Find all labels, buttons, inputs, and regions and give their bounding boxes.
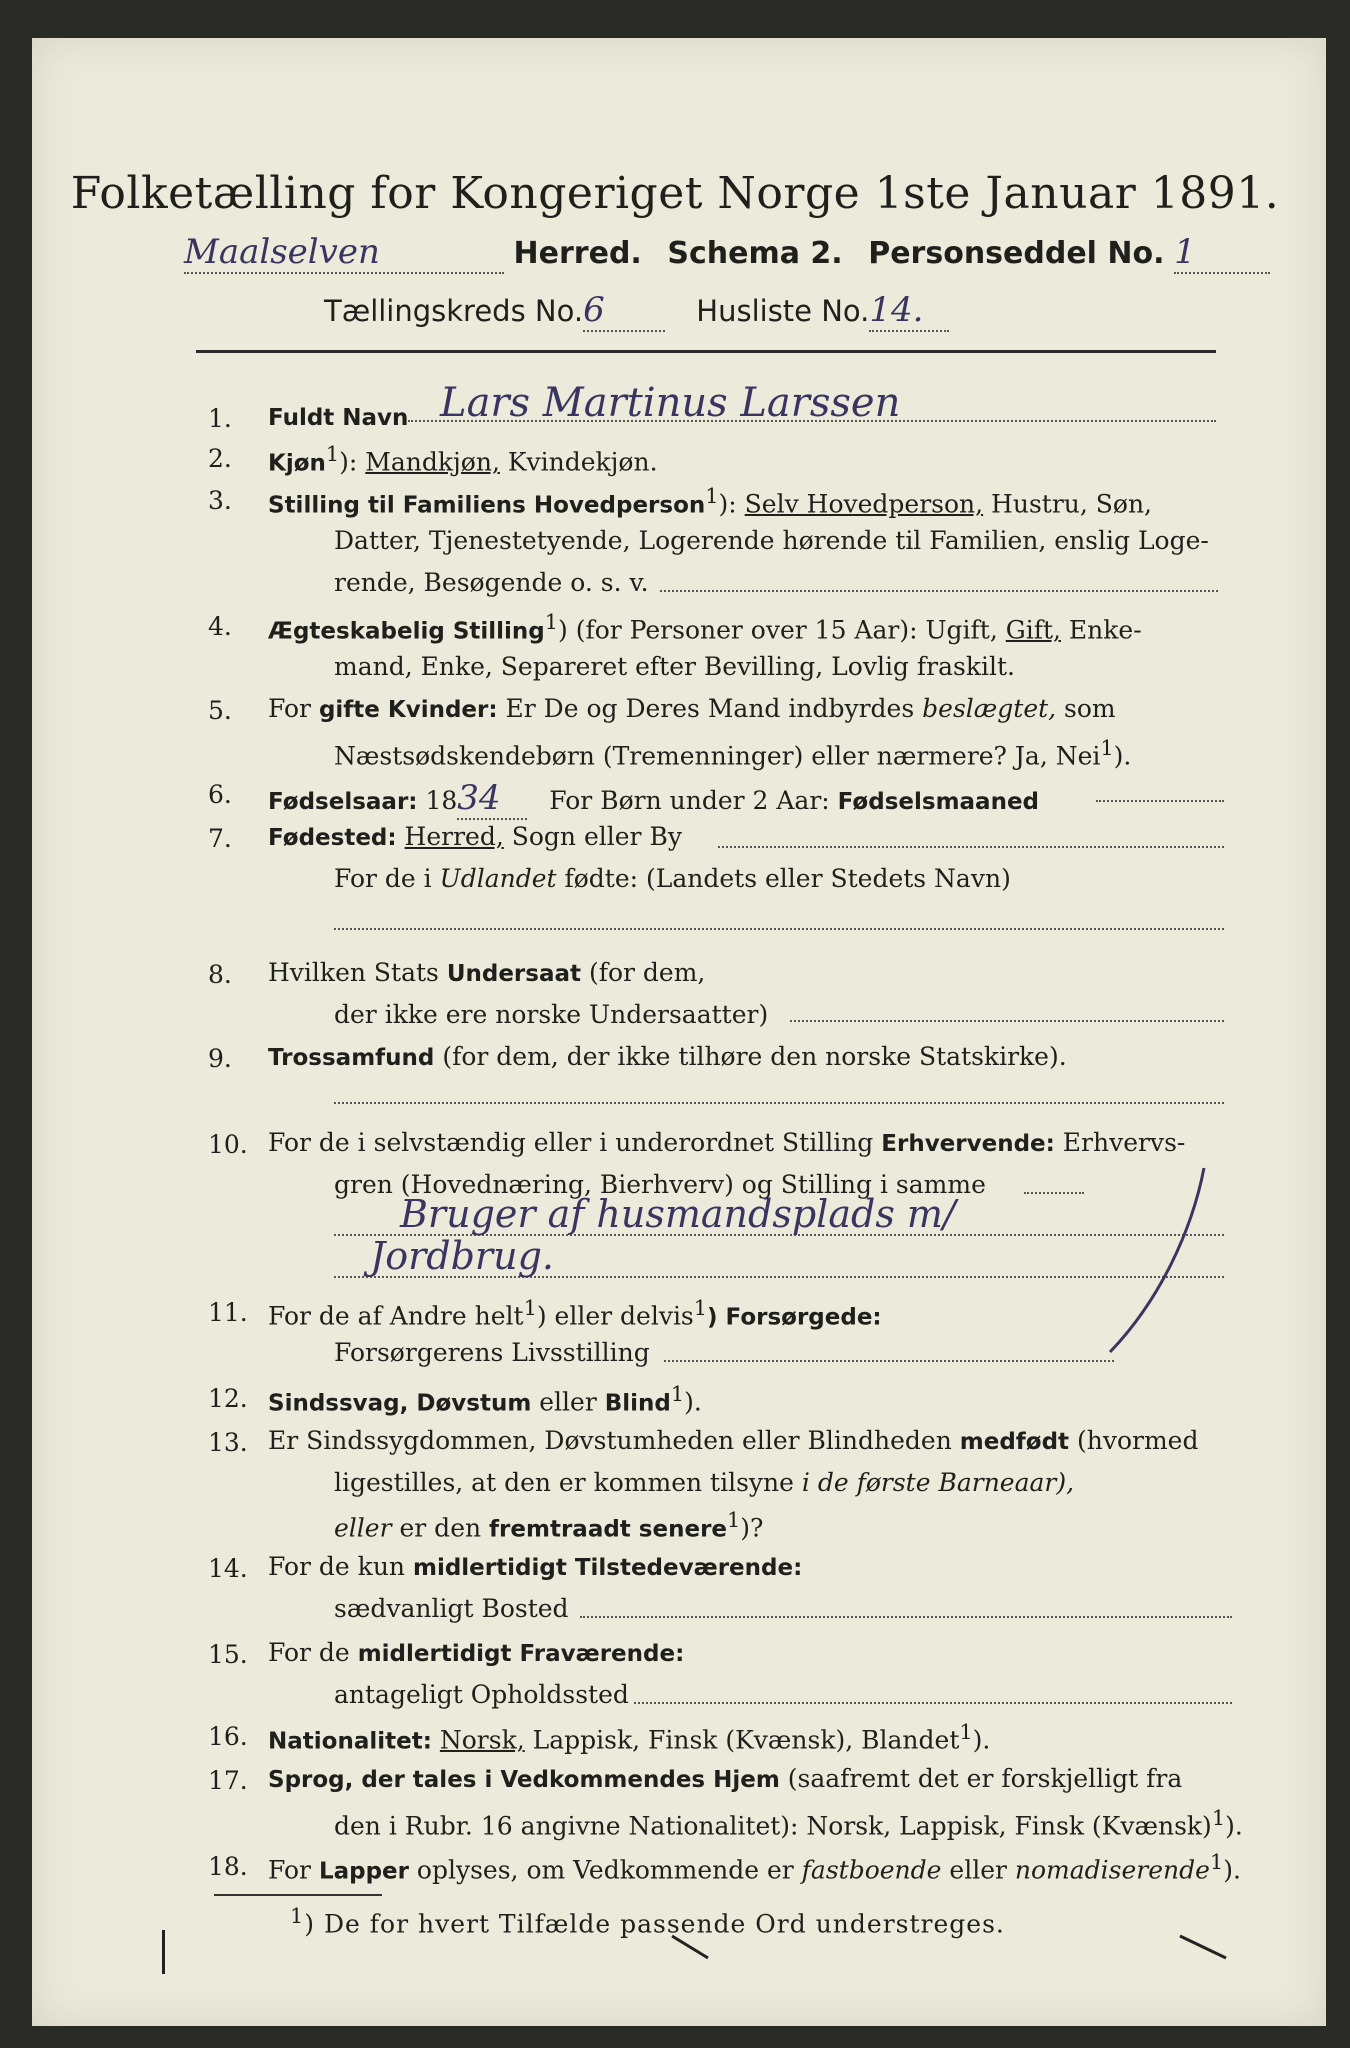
sup: 1: [670, 1382, 685, 1406]
edge-mark: [162, 1930, 165, 1974]
item-18-mid2: eller: [941, 1855, 1015, 1885]
herred-label: Herred.: [513, 236, 642, 271]
sup: 1: [325, 442, 340, 466]
item-7-line2-post: fødte: (Landets eller Stedets Navn): [556, 864, 1011, 893]
herred-line: [184, 232, 1270, 274]
item-17-label: Sprog, der tales i Vedkommendes Hjem: [268, 1767, 780, 1793]
husliste-label: Husliste No.: [696, 294, 870, 328]
item-3-line3: rende, Besøgende o. s. v.: [334, 568, 649, 597]
sup-paren: ): [304, 1909, 316, 1939]
item-15-num: 15.: [208, 1640, 248, 1669]
item-7-line2-pre: For de i: [334, 864, 440, 893]
handwritten-ditto-stroke: [1096, 1160, 1216, 1360]
sup: 1: [1100, 736, 1114, 760]
item-8-label: Undersaat: [446, 961, 581, 987]
item-18-label: Lapper: [318, 1858, 409, 1885]
item-2-label: Kjøn: [268, 450, 326, 477]
item-1-num: 1.: [208, 404, 232, 433]
item-15-line: [634, 1702, 1232, 1704]
item-15: [268, 1638, 684, 1667]
item-5-mid: Er De og Deres Mand indbyrdes: [497, 694, 923, 723]
sup: 1: [705, 484, 719, 508]
item-4-num: 4.: [208, 612, 232, 641]
item-13-line3-bold: fremtraadt senere: [489, 1516, 728, 1543]
sup: 1: [290, 1904, 305, 1928]
item-12-post: ).: [684, 1387, 702, 1417]
item-6-year-hand: 34: [457, 778, 527, 820]
item-13-line2-pre: ligestilles, at den er kommen tilsyne: [334, 1468, 802, 1497]
item-16-selected: Norsk,: [439, 1725, 525, 1755]
item-13-line3: [334, 1508, 763, 1542]
footnote-text: De for hvert Tilfælde passende Ord understreges.: [323, 1909, 1005, 1939]
item-13-pre: Er Sindssygdommen, Døvstumheden eller Blindheden: [268, 1426, 960, 1455]
sup: 1: [544, 610, 559, 634]
item-10-line2: gren (Hovednæring, Bierhverv) og Stilling i samme: [334, 1170, 986, 1199]
sup-close: ).: [1225, 1811, 1243, 1841]
kreds-label: Tællingskreds No.: [324, 294, 584, 328]
item-18-it2: nomadiserende: [1014, 1855, 1210, 1885]
sup-close: ).: [1113, 741, 1132, 771]
item-7-line: [718, 846, 1224, 848]
item-14-line2: sædvanligt Bosted: [334, 1594, 569, 1623]
pin-mark-right: [1176, 1932, 1232, 1962]
item-3-line: [660, 590, 1218, 592]
item-17-post: (saafremt det er forskjelligt fra: [779, 1764, 1183, 1793]
item-16-label: Nationalitet:: [268, 1728, 432, 1755]
sup: 1: [1211, 1806, 1226, 1830]
item-15-line2: antageligt Opholdssted: [334, 1680, 629, 1709]
schema-label: Schema 2.: [667, 236, 843, 271]
item-15-label: midlertidigt Fraværende:: [357, 1641, 685, 1667]
item-3-line2: Datter, Tjenestetyende, Logerende hørende til Familien, enslig Loge-: [334, 526, 1209, 555]
item-6-line: [1096, 800, 1224, 802]
item-10-answer1: Bruger af husmandsplads m/: [400, 1192, 956, 1236]
item-8-post: (for dem,: [581, 958, 706, 987]
item-3-post: Hustru, Søn,: [983, 489, 1153, 519]
item-2-after: Kvindekjøn.: [499, 447, 658, 477]
item-8-pre: Hvilken Stats: [268, 958, 447, 987]
sup-close: ).: [1223, 1855, 1241, 1885]
item-11: [268, 1296, 882, 1330]
item-2-selected: Mandkjøn,: [365, 447, 500, 477]
item-10-answer2: Jordbrug.: [370, 1234, 554, 1278]
item-18-pre: For: [268, 1855, 319, 1885]
item-6: [268, 778, 1039, 820]
item-3-pre: ):: [718, 489, 745, 519]
item-9-num: 9.: [208, 1044, 232, 1073]
item-16: [268, 1720, 990, 1754]
item-11-mid: ) eller delvis: [536, 1301, 694, 1331]
pin-mark-left: [668, 1932, 714, 1962]
item-12: [268, 1382, 702, 1416]
item-4: [268, 610, 1142, 644]
item-12-label2: Blind: [604, 1390, 671, 1417]
item-10: [268, 1128, 1185, 1157]
item-9-post: (for dem, der ikke tilhøre den norske Statskirke).: [434, 1042, 1067, 1071]
item-14-num: 14.: [208, 1554, 248, 1583]
kreds-no: 6: [583, 290, 665, 332]
item-8-num: 8.: [208, 960, 232, 989]
item-5-pre: For: [268, 694, 319, 723]
item-6-year-prefix: 18: [417, 786, 458, 815]
item-15-pre: For de: [268, 1638, 358, 1667]
item-10-pre: For de i selvstændig eller i underordnet Stilling: [268, 1128, 882, 1157]
sup: 1: [1209, 1850, 1224, 1874]
item-13-label: medfødt: [959, 1429, 1070, 1455]
item-8-line2: der ikke ere norske Undersaatter): [334, 1000, 769, 1029]
item-7: [268, 822, 682, 851]
item-5: [268, 694, 1116, 723]
item-5-line2-row: [334, 736, 1131, 770]
kreds-line: [324, 290, 949, 332]
item-18-num: 18.: [208, 1852, 248, 1881]
item-11-line: [664, 1360, 1114, 1362]
item-16-after: Lappisk, Finsk (Kvænsk), Blandet: [524, 1725, 960, 1755]
item-8-line: [790, 1020, 1224, 1022]
item-3-label: Stilling til Familiens Hovedperson: [268, 492, 706, 519]
item-4-line2: mand, Enke, Separeret efter Bevilling, Lovlig fraskilt.: [334, 652, 1015, 681]
item-2-rest: ):: [339, 447, 366, 477]
sup: 1: [523, 1296, 537, 1320]
item-7-line2-dots: [334, 928, 1224, 930]
item-17-line2: den i Rubr. 16 angivne Nationalitet): Norsk, Lappisk, Finsk (Kvænsk): [334, 1811, 1212, 1841]
item-12-mid: eller: [531, 1387, 605, 1417]
item-6-label: Fødselsaar:: [268, 789, 418, 815]
item-7-label: Fødested:: [268, 825, 397, 851]
item-7-line2-it: Udlandet: [439, 864, 557, 893]
item-5-italic: beslægtet,: [922, 694, 1057, 723]
item-4-post: Enke-: [1060, 615, 1142, 645]
header-rule: [196, 350, 1216, 353]
item-14-label: midlertidigt Tilstedeværende:: [412, 1555, 803, 1581]
herred-handwritten: Maalselven: [184, 232, 504, 274]
item-9-label: Trossamfund: [268, 1045, 435, 1071]
sup: 1: [693, 1296, 708, 1320]
item-10-label: Erhvervende:: [881, 1131, 1055, 1157]
item-13-line3-mid: er den: [391, 1513, 490, 1543]
item-2: [268, 442, 658, 476]
footnote: [290, 1904, 1005, 1938]
item-18-mid: oplyses, om Vedkommende er: [408, 1855, 802, 1885]
sup-close: ).: [972, 1725, 991, 1755]
sup: 1: [727, 1508, 741, 1532]
item-10-num: 10.: [208, 1130, 248, 1159]
item-13-line2: [334, 1468, 1074, 1497]
item-18-it1: fastboende: [801, 1855, 942, 1885]
footnote-rule: [214, 1894, 382, 1896]
item-2-num: 2.: [208, 444, 232, 473]
sup: 1: [959, 1720, 973, 1744]
item-1-answer: Lars Martinus Larssen: [440, 380, 901, 426]
item-17: [268, 1764, 1182, 1793]
personseddel-no: 1: [1174, 232, 1270, 274]
form-title: Folketælling for Kongeriget Norge 1ste Januar 1891.: [70, 168, 1280, 219]
item-18: [268, 1850, 1241, 1884]
item-12-label: Sindssvag, Døvstum: [268, 1390, 532, 1417]
item-16-num: 16.: [208, 1722, 248, 1751]
item-17-line2-row: [334, 1806, 1243, 1840]
item-14: [268, 1552, 802, 1581]
item-5-num: 5.: [208, 696, 232, 725]
item-12-num: 12.: [208, 1384, 248, 1413]
item-11-pre: For de af Andre helt: [268, 1301, 524, 1331]
item-11-label: ) Forsørgede:: [707, 1304, 882, 1331]
item-5-label: gifte Kvinder:: [318, 697, 498, 723]
item-10-post: Erhvervs-: [1054, 1128, 1186, 1157]
item-6-mid: For Børn under 2 Aar:: [549, 786, 830, 815]
item-4-selected: Gift,: [1005, 615, 1061, 645]
item-13-line3-it: eller: [334, 1513, 392, 1543]
item-11-num: 11.: [208, 1298, 248, 1327]
personseddel-label: Personseddel No.: [868, 236, 1165, 271]
item-13-num: 13.: [208, 1428, 248, 1457]
item-1-label: Fuldt Navn: [268, 405, 409, 431]
item-14-line: [580, 1616, 1232, 1618]
husliste-no: 14.: [869, 290, 949, 332]
item-13-post: (hvormed: [1069, 1426, 1199, 1455]
item-13-line2-it: i de første Barneaar),: [801, 1468, 1075, 1497]
item-5-post: som: [1056, 694, 1116, 723]
item-8: [268, 958, 705, 987]
item-3: [268, 484, 1152, 518]
item-4-mid: ) (for Personer over 15 Aar): Ugift,: [558, 615, 1006, 645]
item-7-after: Sogn eller By: [503, 822, 682, 851]
item-13-line3-post: )?: [740, 1513, 764, 1543]
item-7-num: 7.: [208, 824, 232, 853]
item-10-line: [1024, 1192, 1084, 1194]
item-6-label2: Fødselsmaaned: [837, 789, 1040, 815]
item-9-line: [334, 1102, 1224, 1104]
item-7-selected: Herred,: [404, 822, 504, 851]
item-14-pre: For de kun: [268, 1552, 413, 1581]
item-11-line2: Forsørgerens Livsstilling: [334, 1338, 650, 1367]
item-4-label: Ægteskabelig Stilling: [268, 618, 545, 645]
item-1: [268, 402, 408, 431]
item-3-num: 3.: [208, 486, 232, 515]
item-6-num: 6.: [208, 780, 232, 809]
item-7-line2: [334, 864, 1011, 893]
item-9: [268, 1042, 1067, 1071]
item-17-num: 17.: [208, 1766, 248, 1795]
item-5-line2: Næstsødskendebørn (Tremenninger) eller nærmere? Ja, Nei: [334, 741, 1101, 771]
item-3-selected: Selv Hovedperson,: [744, 489, 984, 519]
item-13: [268, 1426, 1198, 1455]
